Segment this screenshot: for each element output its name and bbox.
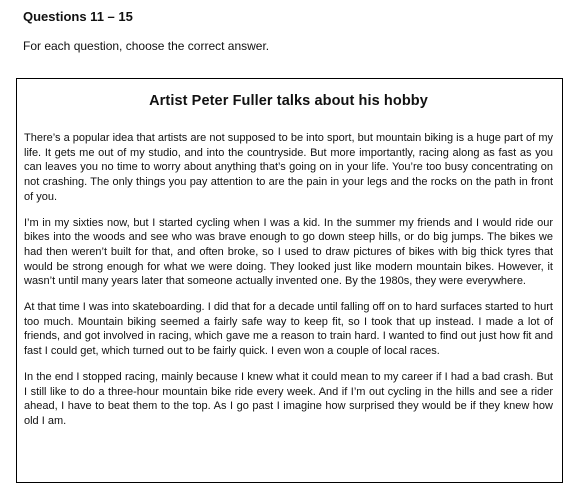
passage-paragraph-1: There’s a popular idea that artists are not supposed to be into sport, but mountain biking is a huge part of my life. It gets me out of my studio, and into the countryside. But more importantly, racing along as fast as you can leaves you no time to worry about anything that’s going on in your life. You’re too busy concentrating on not crashing. The only things you pay attention to are the pain in your legs and the rocks on the path in front of you. [24,132,553,203]
passage-paragraph-2: I’m in my sixties now, but I started cycling when I was a kid. In the summer my friends and I would ride our bikes into the woods and see who was brave enough to go down steep hills, or do big jumps. The bikes we had then weren’t built for that, and often broke, so I used to draw pictures of bikes with big thick tyres that would be strong enough for what we were doing. They looked just like modern mountain bikes. However, it wasn’t until many years later that someone actually invented one. By the 1980s, they were everywhere. [24,216,553,288]
passage-paragraph-3: At that time I was into skateboarding. I did that for a decade until falling off on to hard surfaces started to hurt too much. Mountain biking seemed a fairly safe way to keep fit, so I took that up instead. I made a lot of friends, and got involved in racing, which gave me a reason to train hard. I wanted to find out just how fit and fast I could get, which turned out to be fairly quick. I even won a couple of local races. [24,301,553,358]
section-heading: Questions 11 – 15 [23,9,133,24]
instruction-text: For each question, choose the correct answer. [23,39,270,53]
passage-paragraph-4: In the end I stopped racing, mainly because I knew what it could mean to my career if I had a bad crash. But I still like to do a three-hour mountain bike ride every week. And if I’m out cycling in the hills and see a rider ahead, I have to beat them to the top. As I go past I imagine how surprised they would be if they knew how old I am. [24,370,553,427]
reading-passage [16,78,563,483]
passage-title: Artist Peter Fuller talks about his hobby [149,93,428,109]
